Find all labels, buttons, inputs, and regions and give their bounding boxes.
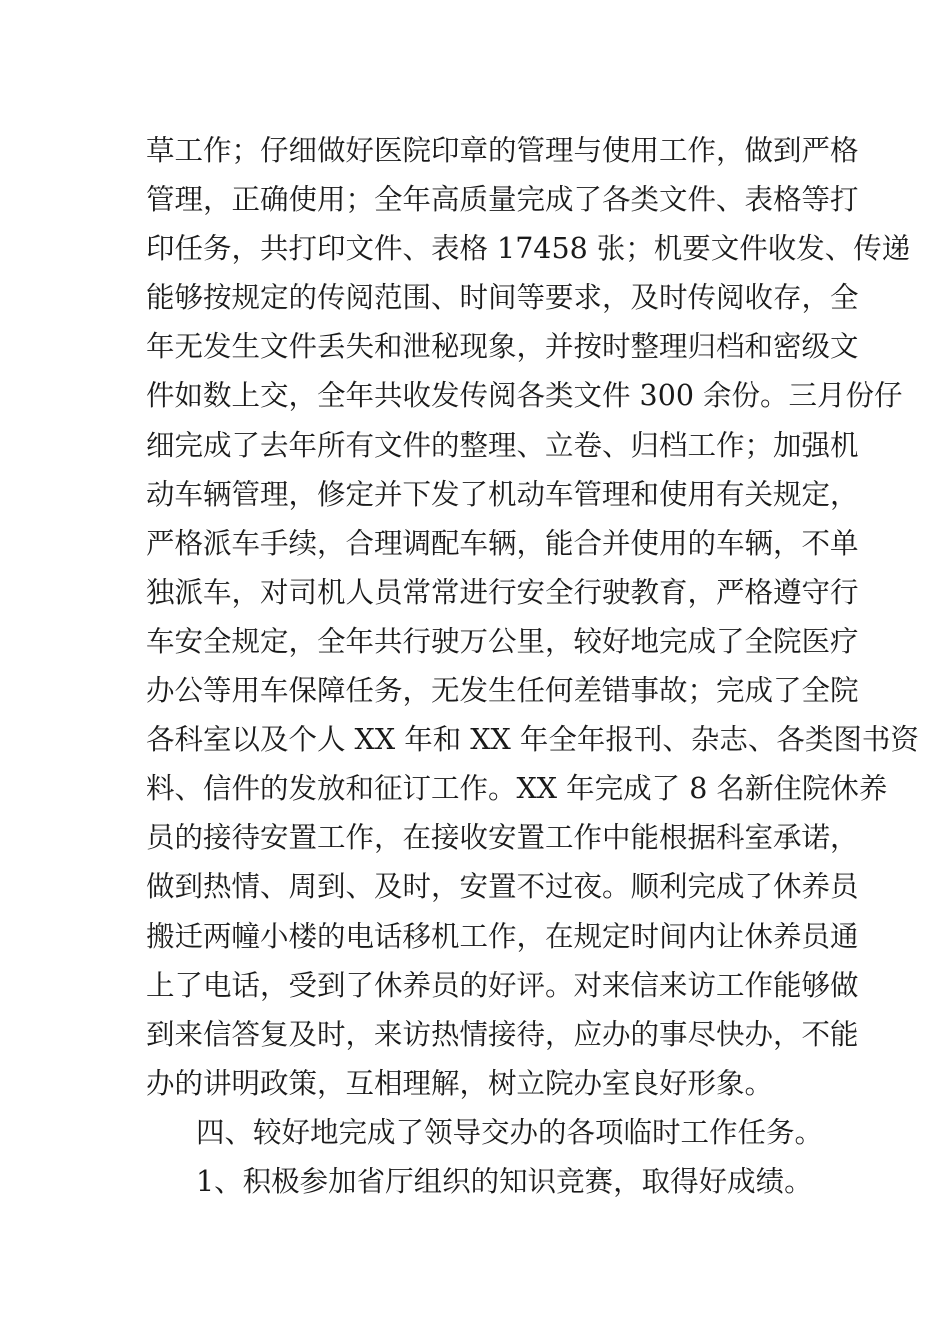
section-heading: 四、较好地完成了领导交办的各项临时工作任务。: [196, 1115, 824, 1149]
text-line: 件如数上交，全年共收发传阅各类文件 300 余份。三月份仔: [146, 379, 903, 413]
text-line: 动车辆管理，修定并下发了机动车管理和使用有关规定，: [146, 477, 859, 511]
text-line: 细完成了去年所有文件的整理、立卷、归档工作；加强机: [146, 428, 859, 462]
text-line: 办的讲明政策，互相理解，树立院办室良好形象。: [146, 1066, 774, 1100]
text-line: 严格派车手续，合理调配车辆，能合并使用的车辆，不单: [146, 526, 859, 560]
text-line: 到来信答复及时，来访热情接待，应办的事尽快办，不能: [146, 1017, 859, 1051]
text-line: 料、信件的发放和征订工作。XX 年完成了 8 名新住院休养: [146, 772, 888, 806]
text-line: 搬迁两幢小楼的电话移机工作，在规定时间内让休养员通: [146, 919, 859, 953]
list-item: 1、积极参加省厅组织的知识竞赛，取得好成绩。: [196, 1164, 813, 1198]
text-line: 上了电话，受到了休养员的好评。对来信来访工作能够做: [146, 968, 859, 1002]
text-line: 能够按规定的传阅范围、时间等要求，及时传阅收存，全: [146, 281, 859, 315]
text-line: 做到热情、周到、及时，安置不过夜。顺利完成了休养员: [146, 870, 859, 904]
text-line: 独派车，对司机人员常常进行安全行驶教育，严格遵守行: [146, 575, 859, 609]
text-line: 各科室以及个人 XX 年和 XX 年全年报刊、杂志、各类图书资: [146, 723, 919, 757]
document-body: [146, 126, 919, 1206]
text-line: 车安全规定，全年共行驶万公里，较好地完成了全院医疗: [146, 624, 859, 658]
text-line: 年无发生文件丢失和泄秘现象，并按时整理归档和密级文: [146, 330, 859, 364]
text-line: 办公等用车保障任务，无发生任何差错事故；完成了全院: [146, 674, 859, 708]
text-line: 印任务，共打印文件、表格 17458 张；机要文件收发、传递: [146, 232, 911, 266]
text-line: 员的接待安置工作，在接收安置工作中能根据科室承诺，: [146, 821, 859, 855]
text-line: 草工作；仔细做好医院印章的管理与使用工作，做到严格: [146, 134, 859, 167]
text-line: 管理，正确使用；全年高质量完成了各类文件、表格等打: [146, 183, 859, 217]
